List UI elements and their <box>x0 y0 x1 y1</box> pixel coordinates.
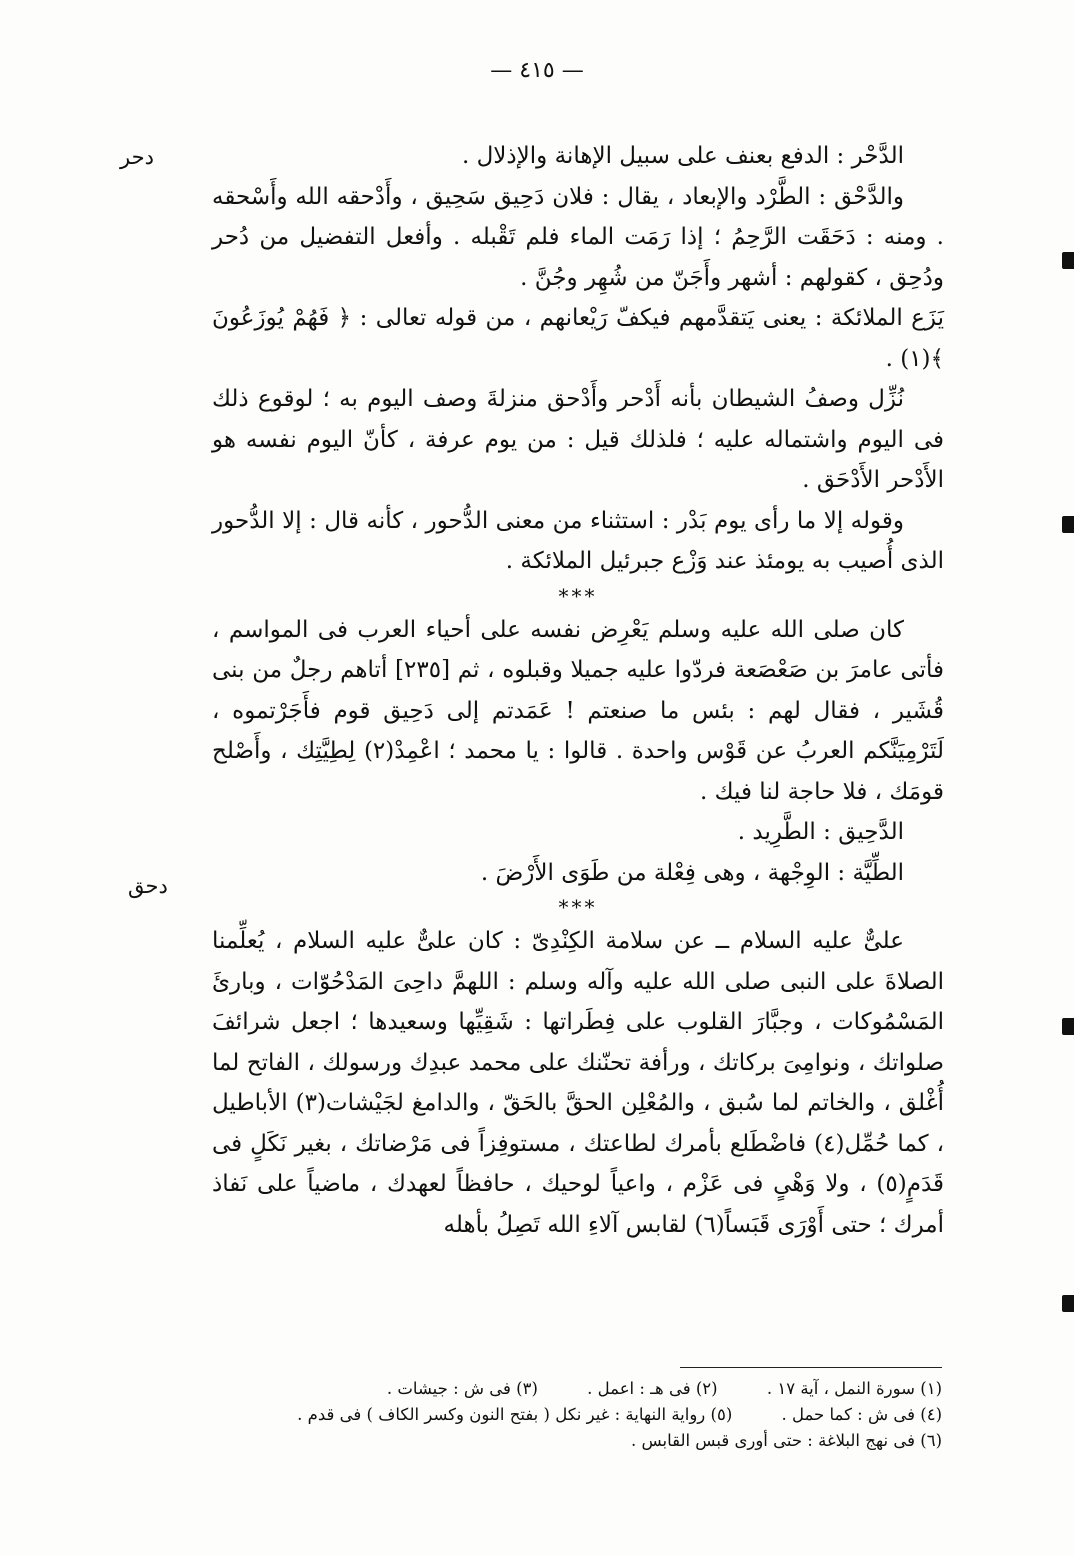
section-separator: *** <box>558 895 598 919</box>
paragraph: والدَّحْق : الطَّرْد والإبعاد ، يقال : فلان دَحِيق سَحِيق ، وأَدْحقه الله وأَسْحقه . ومنه : دَحَقَت الرَّحِمُ ؛ إذا رَمَت الماء فلم تَقْبله . وأفعل التفضيل من دُحر ودُحِق ، كقولهم : أشهر وأَجَنّ من شُهِر وجُنَّ . <box>212 183 944 291</box>
footnote: (٤) فى ش : كما حمل . <box>781 1405 942 1424</box>
footnote: (٦) فى نهج البلاغة : حتى أورى قبس القابس . <box>630 1431 942 1450</box>
footnote: (٢) فى هـ : اعمل . <box>587 1379 718 1398</box>
paragraph: الدَّحْر : الدفع بعنف على سبيل الإهانة والإذلال . <box>461 143 904 169</box>
page-edge-mark <box>1062 1295 1074 1312</box>
paragraph: الطِّيَّة : الوِجْهة ، وهى فِعْلة من طَوَى الأَرْضَ . <box>480 859 904 886</box>
section-separator: *** <box>558 583 598 608</box>
paragraph: نُزِّل وصفُ الشيطان بأنه أَدْحر وأَدْحق منزلةَ وصف اليوم به ؛ لوقوع ذلك فى اليوم واشتماله عليه ؛ فلذلك قيل : من يوم عرفة ، كأنّ اليوم نفسه هو الأَدْحر الأَدْحَق . <box>212 386 944 493</box>
footnote-line <box>212 1428 942 1454</box>
entry-dahaq <box>212 610 944 894</box>
paragraph: علىٌّ عليه السلام ــ عن سلامة الكِنْدِىّ : كان علىٌّ عليه السلام ، يُعلِّمنا الصلاةَ على النبى صلى الله عليه وآله وسلم : اللهمَّ داحِىَ المَدْحُوّات ، وبارئَ المَسْمُوكات ، وجبَّارَ القلوب على فِطَراتها : شَقِيِّها وسعيدها ؛ اجعل شرائفَ صلواتك ، ونوامِىَ بركاتك ، ورأفة تحنّنك على محمد عبدِك ورسولك ، الفاتح لما أُغْلق ، والخاتم لما سُبق ، والمُعْلِن الحقَّ بالحَقّ ، والدامغ لجَيْشات(٣) الأباطيل ، كما حُمِّل(٤) فاضْطَلع بأمرك لطاعتك ، مستوفِزاً فى مَرْضاتك ، بغير نَكَلٍ فى قَدَمٍ(٥) ، ولا وَهْىٍ فى عَزْم ، واعياً لوحيك ، حافظاً لعهدك ، ماضياً على نَفاذ أمرك ؛ حتى أَوْرَى قَبَساً(٦) لقابس آلاءِ الله تَصِلُ بأهله <box>212 928 945 1238</box>
paragraph: كان صلى الله عليه وسلم يَعْرِض نفسه على أحياء العرب فى المواسم ، فأتى عامرَ بن صَعْصَعة فردّوا عليه جميلا وقبلوه ، ثم [٢٣٥] أتاهم رجلٌ من بنى قُشَير ، فقال لهم : بئس ما صنعتم ! عَمَدتم إلى دَحِيق قوم فأَجَرْتموه ، لَتَرْمِيَنَّكم العربُ عن قَوْس واحدة . قالوا : يا محمد ؛ اعْمِدْ(٢) لِطِيَّتِك ، وأَصْلح قومَك ، فلا حاجة لنا فيك . <box>212 616 944 805</box>
entry-dahw <box>212 921 944 1245</box>
paragraph: الدَّحِيق : الطَّرِيد . <box>737 819 904 845</box>
footnote: (٣) فى ش : جيشات . <box>386 1379 538 1398</box>
footnote: (١) سورة النمل ، آية ١٧ . <box>766 1379 942 1398</box>
footnote: (٥) رواية النهاية : غير نكل ( بفتح النون وكسر الكاف ) فى قدم . <box>297 1405 733 1424</box>
page-edge-mark <box>1062 1018 1074 1035</box>
entry-dahar <box>212 136 944 582</box>
page-edge-mark <box>1062 252 1074 269</box>
footnote-divider <box>680 1367 942 1368</box>
footnotes <box>212 1376 942 1454</box>
paragraph: يَزَع الملائكة : يعنى يَتقدَّمهم فيكفّ رَيْعانهم ، من قوله تعالى : ﴿ فَهُمْ يُوزَعُونَ ﴾(١) . <box>212 305 944 372</box>
paragraph: وقوله إلا ما رأى يوم بَدْر : استثناء من معنى الدُّحور ، كأنه قال : إلا الدُّحور الذى أُصيب به يومئذ عند وَزْع جبرئيل الملائكة . <box>212 507 944 574</box>
margin-note-dahar: دحر <box>120 145 154 169</box>
main-text <box>212 136 944 1245</box>
page-number: — ٤١٥ — <box>490 58 584 83</box>
margin-note-dahaq: دحق <box>128 874 168 898</box>
footnote-line <box>212 1376 942 1402</box>
footnote-line <box>212 1402 942 1428</box>
page-edge-mark <box>1062 516 1074 533</box>
